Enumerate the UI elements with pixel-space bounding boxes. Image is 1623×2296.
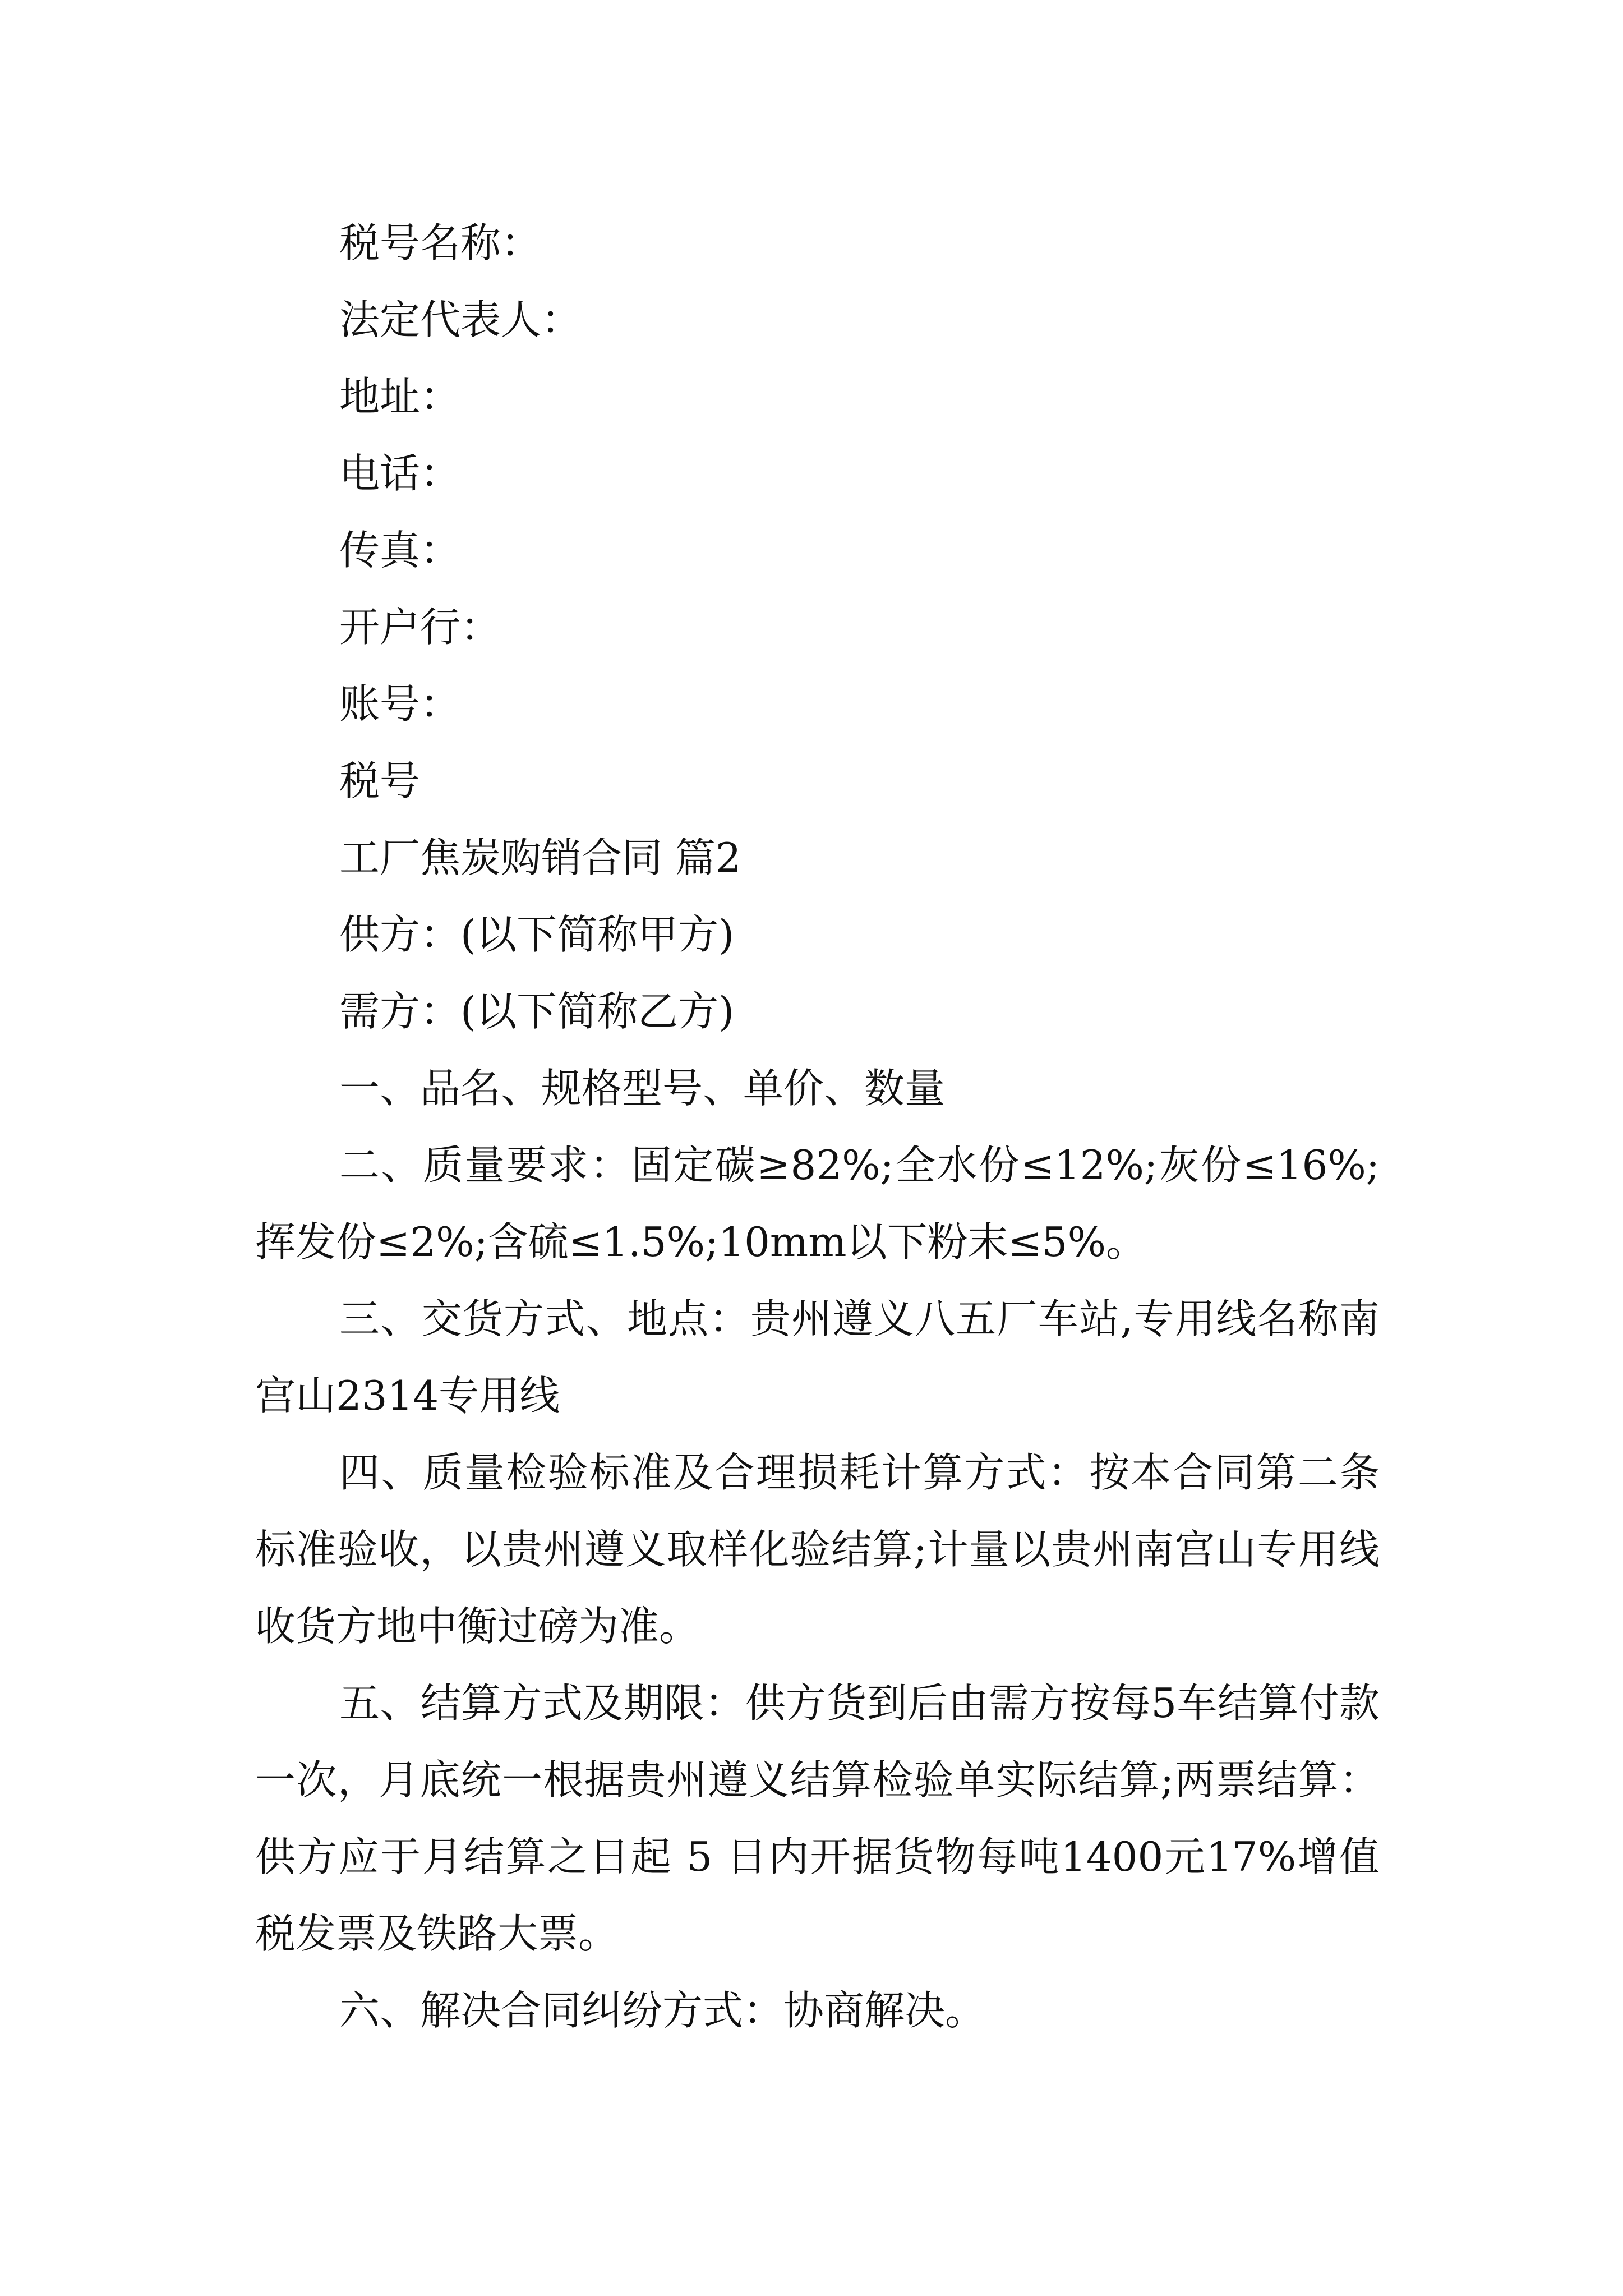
bank-field: 开户行：: [339, 604, 501, 651]
tax-name-field: 税号名称：: [339, 219, 542, 266]
clause-2-quality: 二、质量要求：固定碳≥82%;全水份≤12%;灰份≤16%;挥发份≤2%;含硫≤1.5%;10mm以下粉末≤5%。: [255, 1142, 1380, 1266]
clause-6-disputes: 六、解决合同纠纷方式：协商解决。: [339, 1987, 986, 2034]
phone-field: 电话：: [339, 450, 461, 497]
fax-field: 传真：: [339, 527, 461, 574]
buyer-line: 需方：(以下简称乙方): [339, 988, 735, 1035]
address-field: 地址：: [339, 373, 461, 420]
clause-1: 一、品名、规格型号、单价、数量: [339, 1065, 946, 1112]
clause-5-settlement: 五、结算方式及期限：供方货到后由需方按每5车结算付款一次，月底统一根据贵州遵义结算检验单实际结算;两票结算：供方应于月结算之日起 5 日内开据货物每吨1400元17%增值税发票及铁路大票。: [255, 1680, 1380, 1957]
contract-title: 工厂焦炭购销合同 篇2: [339, 834, 741, 881]
tax-number-field: 税号: [339, 757, 421, 804]
clause-3-delivery: 三、交货方式、地点：贵州遵义八五厂车站,专用线名称南宫山2314专用线: [255, 1295, 1380, 1419]
account-field: 账号：: [339, 680, 461, 728]
clause-4-inspection: 四、质量检验标准及合理损耗计算方式：按本合同第二条标准验收，以贵州遵义取样化验结算;计量以贵州南宫山专用线收货方地中衡过磅为准。: [255, 1449, 1380, 1650]
legal-representative-field: 法定代表人：: [339, 296, 582, 343]
document-body: [255, 205, 1380, 2049]
supplier-line: 供方：(以下简称甲方): [339, 911, 735, 958]
